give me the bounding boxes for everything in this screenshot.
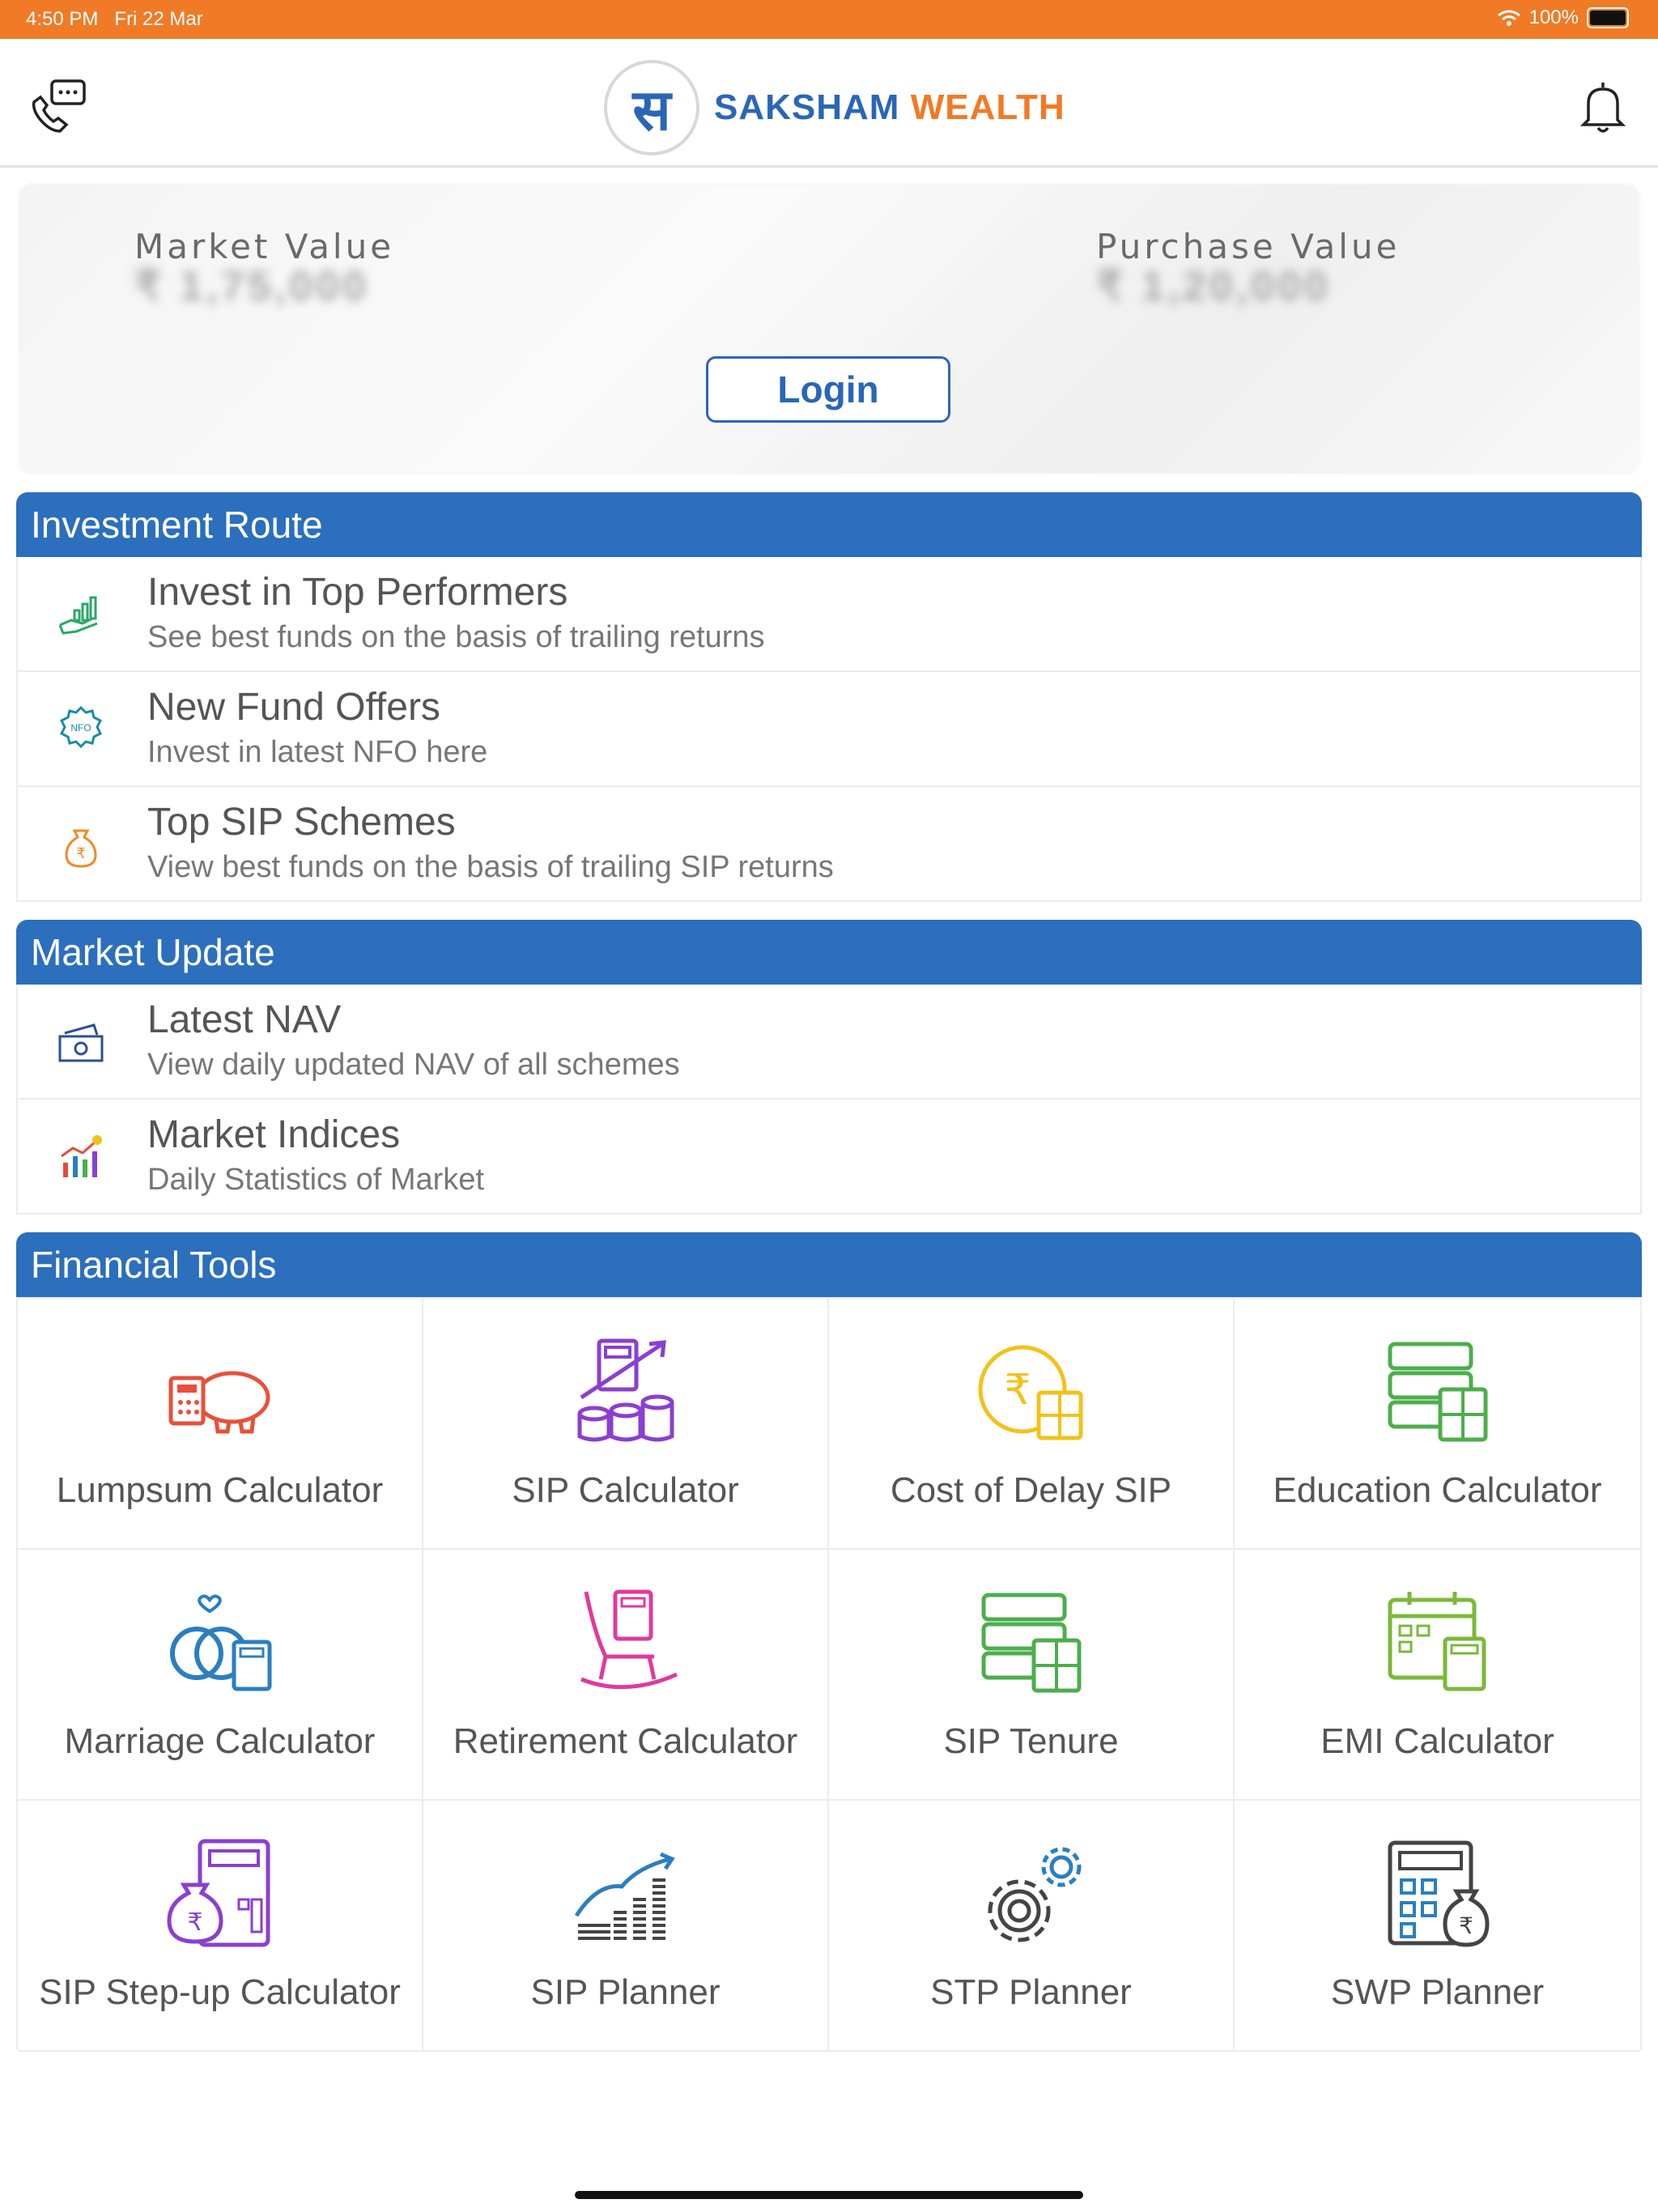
tool-emi-calculator[interactable] [1235, 1550, 1640, 1801]
brand-name-part1: SAKSHAM [714, 87, 900, 127]
calendar-calculator-icon [1377, 1584, 1499, 1705]
money-bag-icon [55, 819, 107, 871]
tool-label: EMI Calculator [1320, 1721, 1554, 1761]
list-item-subtitle: View best funds on the basis of trailing SIP returns [147, 850, 834, 884]
svg-text:₹: ₹ [1003, 1366, 1031, 1414]
list-item-title: New Fund Offers [147, 686, 440, 729]
rings-calculator-icon [159, 1584, 281, 1705]
login-button[interactable]: Login [706, 356, 950, 423]
portfolio-summary-card [19, 185, 1639, 473]
list-item-title: Market Indices [147, 1113, 401, 1156]
purchase-value-amount: ₹ 1,20,000 [1096, 263, 1331, 310]
tool-label: Retirement Calculator [453, 1721, 798, 1761]
financial-tools-grid [16, 1297, 1642, 2050]
tool-lumpsum-calculator[interactable] [18, 1299, 423, 1550]
logo-mark: स [604, 60, 699, 155]
battery-icon [1587, 7, 1629, 28]
cash-icon [55, 1017, 107, 1069]
tool-label: SIP Tenure [943, 1721, 1119, 1761]
list-item-subtitle: See best funds on the basis of trailing returns [147, 620, 765, 654]
money-bag-calculator-icon [159, 1835, 281, 1956]
purchase-value-label: Purchase Value [1096, 227, 1401, 266]
status-time: 4:50 PM [26, 8, 99, 30]
app-header [0, 39, 1658, 168]
tool-label: STP Planner [930, 1972, 1132, 2012]
tool-stp-planner[interactable] [829, 1801, 1235, 2052]
svg-text:₹: ₹ [1458, 1912, 1473, 1939]
battery-percent: 100% [1528, 6, 1579, 28]
market-update-header: Market Update [16, 920, 1642, 985]
rocking-chair-icon [565, 1584, 687, 1705]
tool-education-calculator[interactable] [1235, 1299, 1640, 1550]
tool-retirement-calculator[interactable] [423, 1550, 829, 1801]
wifi-icon [1497, 9, 1521, 27]
tool-label: SIP Calculator [512, 1470, 739, 1510]
app-logo [604, 60, 1065, 155]
coins-calculator-icon [565, 1333, 687, 1454]
nfo-badge-icon [55, 704, 107, 756]
market-value-label: Market Value [134, 227, 395, 266]
tool-cost-of-delay-sip[interactable] [829, 1299, 1235, 1550]
svg-text:₹: ₹ [186, 1908, 203, 1937]
chat-call-icon[interactable] [26, 74, 91, 139]
status-bar [0, 0, 1658, 39]
piggy-calculator-icon [159, 1333, 281, 1454]
financial-tools-header: Financial Tools [16, 1232, 1642, 1297]
list-item-subtitle: Daily Statistics of Market [147, 1163, 484, 1197]
tool-sip-planner[interactable] [423, 1801, 829, 2052]
gears-icon [971, 1835, 1092, 1956]
tool-label: Marriage Calculator [64, 1721, 376, 1761]
tool-sip-tenure[interactable] [829, 1550, 1235, 1801]
svg-text:₹: ₹ [76, 845, 86, 862]
growth-chart-icon [565, 1835, 687, 1956]
tool-marriage-calculator[interactable] [18, 1550, 423, 1801]
list-item-title: Top SIP Schemes [147, 801, 456, 844]
list-item-market-indices[interactable] [16, 1100, 1642, 1214]
list-item-new-fund-offers[interactable] [16, 672, 1642, 787]
books-calculator-icon [971, 1584, 1092, 1705]
tool-sip-step-up-calculator[interactable] [18, 1801, 423, 2052]
tool-label: Cost of Delay SIP [890, 1470, 1172, 1510]
list-item-top-performers[interactable] [16, 557, 1642, 672]
list-item-subtitle: Invest in latest NFO here [147, 735, 488, 769]
market-value-amount: ₹ 1,75,000 [134, 263, 369, 310]
status-date: Fri 22 Mar [114, 8, 203, 30]
list-item-latest-nav[interactable] [16, 985, 1642, 1100]
rupee-clock-icon [971, 1333, 1092, 1454]
bell-icon[interactable] [1571, 74, 1635, 139]
svg-text:NFO: NFO [70, 722, 91, 734]
tool-label: SIP Step-up Calculator [39, 1972, 401, 2012]
tool-label: SIP Planner [530, 1972, 721, 2012]
growth-hand-icon [55, 589, 107, 641]
bar-chart-icon [55, 1132, 107, 1184]
tool-label: Lumpsum Calculator [56, 1470, 384, 1510]
list-item-subtitle: View daily updated NAV of all schemes [147, 1048, 680, 1082]
tool-sip-calculator[interactable] [423, 1299, 829, 1550]
list-item-top-sip-schemes[interactable] [16, 787, 1642, 902]
tool-label: SWP Planner [1330, 1972, 1545, 2012]
brand-name-part2: WEALTH [910, 87, 1065, 127]
home-indicator[interactable] [575, 2191, 1083, 2199]
list-item-title: Invest in Top Performers [147, 571, 568, 614]
tool-label: Education Calculator [1273, 1470, 1602, 1510]
calculator-bag-icon [1377, 1835, 1499, 1956]
investment-route-header: Investment Route [16, 492, 1642, 557]
tool-swp-planner[interactable] [1235, 1801, 1640, 2052]
list-item-title: Latest NAV [147, 998, 342, 1041]
books-calculator-icon [1377, 1333, 1499, 1454]
